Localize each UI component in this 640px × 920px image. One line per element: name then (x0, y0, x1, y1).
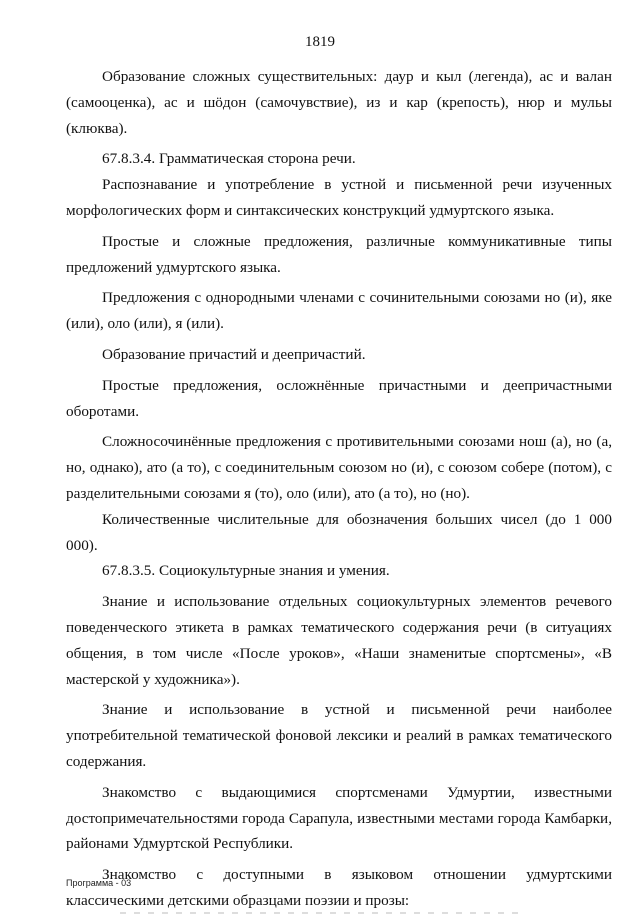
page-number: 1819 (305, 34, 335, 50)
scan-artifact-line (120, 912, 520, 914)
paragraph-compound-nouns: Образование сложных существительных: даур и кыл (легенда), ас и валан (самооценка), ас и шӧдон (самочувствие), из и кар (крепость), нюр и мульы (клюква). (66, 68, 612, 137)
paragraph-sentence-types: Простые и сложные предложения, различные коммуникативные типы предложений удмуртского языка. (66, 232, 612, 276)
document-body (66, 64, 612, 919)
paragraph-homogeneous-members: Предложения с однородными членами с сочинительными союзами но (и), яке (или), оло (или), я (или). (66, 289, 612, 333)
paragraph-udmurtia-sights: Знакомство с выдающимися спортсменами Удмуртии, известными достопримечательностями города Сарапула, известными местами города Камбарки, районами Удмуртской Республики. (66, 783, 612, 853)
paragraph-numerals: Количественные числительные для обозначения больших чисел (до 1 000 000). (66, 510, 612, 554)
paragraph-morphology: Распознавание и употребление в устной и письменной речи изученных морфологических форм и синтаксических конструкций удмуртского языка. (66, 176, 612, 219)
paragraph-classic-literature: Знакомство с доступными в языковом отношении удмуртскими классическими детскими образцами поэзии и прозы: (66, 866, 612, 909)
paragraph-participles: Образование причастий и деепричастий. (102, 345, 366, 363)
paragraph-etiquette: Знание и использование отдельных социокультурных элементов речевого поведенческого этикета в рамках тематического содержания речи (в ситуациях общения, в том числе «После уроков», «Наши знаменитые спортсмены», «В мастерской у художника»). (66, 593, 612, 688)
footer-label: Программа - 03 (66, 878, 132, 888)
paragraph-compound-sentences: Сложносочинённые предложения с противительными союзами нош (а), но (а, но, однако), ато (а то), с соединительным союзом но (и), с союзом собере (потом), с разделительными союзами я (то), оло (или), ато (а то), но (но). (66, 433, 612, 502)
paragraph-background-lexicon: Знание и использование в устной и письменной речи наиболее употребительной тематической фоновой лексики и реалий в рамках тематического содержания. (66, 701, 612, 770)
section-heading-sociocultural: 67.8.3.5. Социокультурные знания и умения. (102, 562, 390, 580)
paragraph-complicated-sentences: Простые предложения, осложнённые причастными и деепричастными оборотами. (66, 376, 612, 420)
section-heading-grammar: 67.8.3.4. Грамматическая сторона речи. (102, 150, 356, 168)
